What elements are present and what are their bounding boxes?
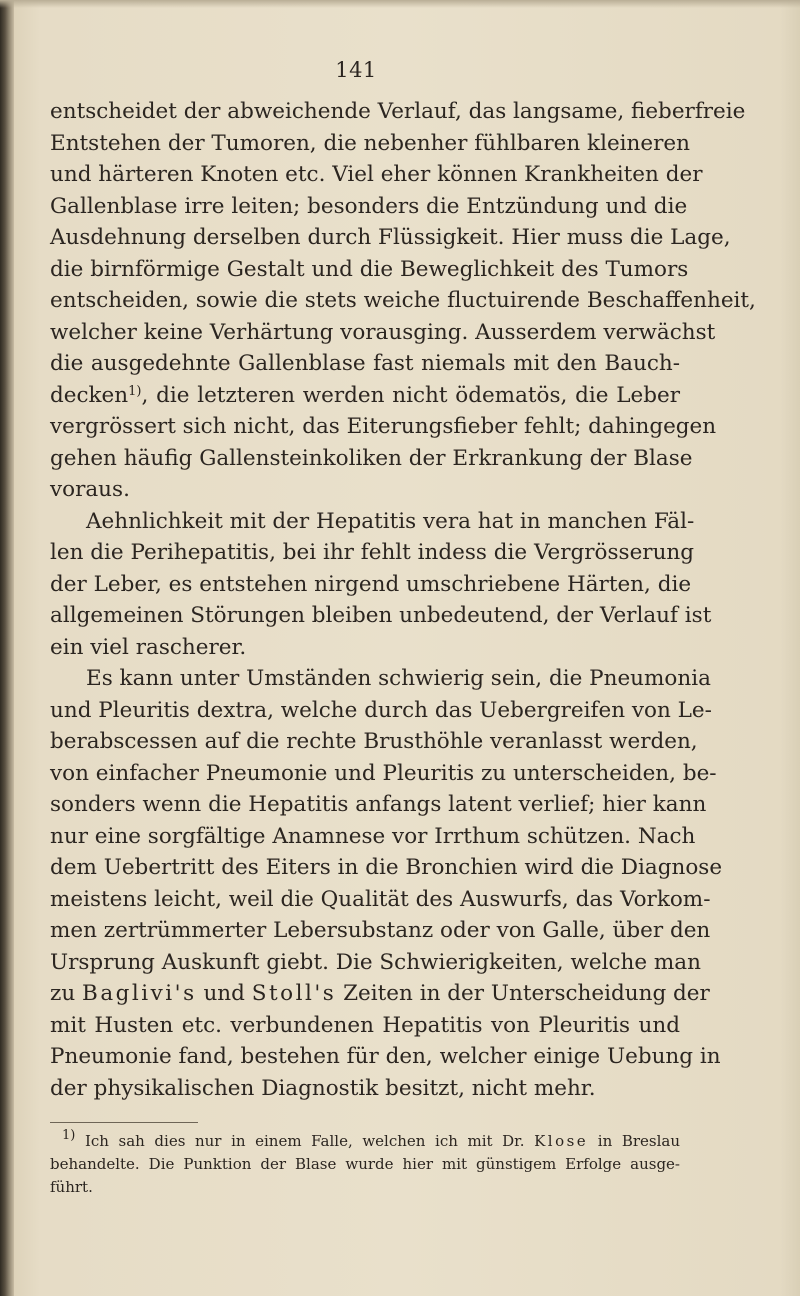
text-line-with-footnote-ref [50,380,680,412]
text-line: die ausgedehnte Gallenblase fast niemals mit den Bauch- [50,351,680,376]
text-fragment: in Breslau [588,1132,680,1150]
footnote-reference: 1) [128,383,142,399]
footnote-marker: 1) [62,1128,76,1143]
text-line: nur eine sorgfältige Anamnese vor Irrthum schützen. Nach [50,823,696,849]
text-line: entscheidet der abweichende Verlauf, das langsame, fieberfreie [50,99,746,124]
text-line: die birnförmige Gestalt und die Beweglichkeit des Tumors [50,256,689,282]
text-line: allgemeinen Störungen bleiben unbedeutend, der Verlauf ist [50,603,712,628]
author-name: Stoll's [251,981,337,1006]
author-name: Baglivi's [82,981,197,1006]
text-line: Pneumonie fand, bestehen für den, welcher einige Uebung in [50,1044,721,1069]
text-line: welcher keine Verhärtung vorausging. Ausserdem verwächst [50,319,716,345]
text-line: und härteren Knoten etc. Viel eher können Krankheiten der [50,162,703,187]
text-line: sonders wenn die Hepatitis anfangs latent verlief; hier kann [50,792,707,817]
footnote-line [50,1130,680,1153]
text-line: Es kann unter Umständen schwierig sein, die Pneumonia [86,666,711,691]
text-line: entscheiden, sowie die stets weiche fluctuirende Beschaffenheit, [50,288,756,313]
text-line: Gallenblase irre leiten; besonders die Entzündung und die [50,193,688,219]
text-line: Entstehen der Tumoren, die nebenher fühlbaren kleineren [50,130,690,156]
text-line: Ausdehnung derselben durch Flüssigkeit. Hier muss die Lage, [50,225,731,250]
text-line-with-names [50,978,710,1010]
text-fragment: und [196,981,252,1006]
footnote-line: führt. [50,1178,93,1196]
text-line: vergrössert sich nicht, das Eiterungsfieber fehlt; dahingegen [50,414,717,439]
text-fragment: Zeiten in der Unterscheidung der [336,981,710,1006]
text-fragment: Ich sah dies nur in einem Falle, welchen ich mit Dr. [75,1132,535,1150]
text-line: men zertrümmerter Lebersubstanz oder von Galle, über den [50,918,711,943]
text-fragment: zu [50,981,83,1006]
text-line: ein viel rascherer. [50,634,247,660]
text-line: von einfacher Pneumonie und Pleuritis zu unterscheiden, be- [50,760,717,786]
page-number: 141 [335,58,377,82]
text-line: Aehnlichkeit mit der Hepatitis vera hat in manchen Fäl- [86,508,695,534]
person-name: Klose [534,1132,589,1150]
footnote [50,1130,680,1199]
text-line: und Pleuritis dextra, welche durch das Uebergreifen von Le- [50,697,712,723]
text-line: meistens leicht, weil die Qualität des Auswurfs, das Vorkom- [50,886,711,912]
text-fragment: , die letzteren werden nicht ödematös, die Leber [141,382,680,408]
text-line: berabscessen auf die rechte Brusthöhle veranlasst werden, [50,729,698,754]
body-text [50,96,756,1104]
footnote-line: behandelte. Die Punktion der Blase wurde hier mit günstigem Erfolge ausge- [50,1155,680,1173]
text-fragment: decken [50,382,129,408]
text-line: dem Uebertritt des Eiters in die Bronchien wird die Diagnose [50,855,723,880]
text-line: gehen häufig Gallensteinkoliken der Erkrankung der Blase [50,445,693,471]
text-line: Ursprung Auskunft giebt. Die Schwierigkeiten, welche man [50,949,701,975]
footnote-divider [50,1122,198,1123]
page-top-shadow [0,0,800,8]
text-line: len die Perihepatitis, bei ihr fehlt indess die Vergrösserung [50,540,695,565]
page-binding-edge [0,0,14,1296]
text-line: der Leber, es entstehen nirgend umschriebene Härten, die [50,571,692,597]
text-line: der physikalischen Diagnostik besitzt, nicht mehr. [50,1075,596,1101]
text-line: voraus. [50,477,130,502]
text-line: mit Husten etc. verbundenen Hepatitis von Pleuritis und [50,1012,680,1038]
